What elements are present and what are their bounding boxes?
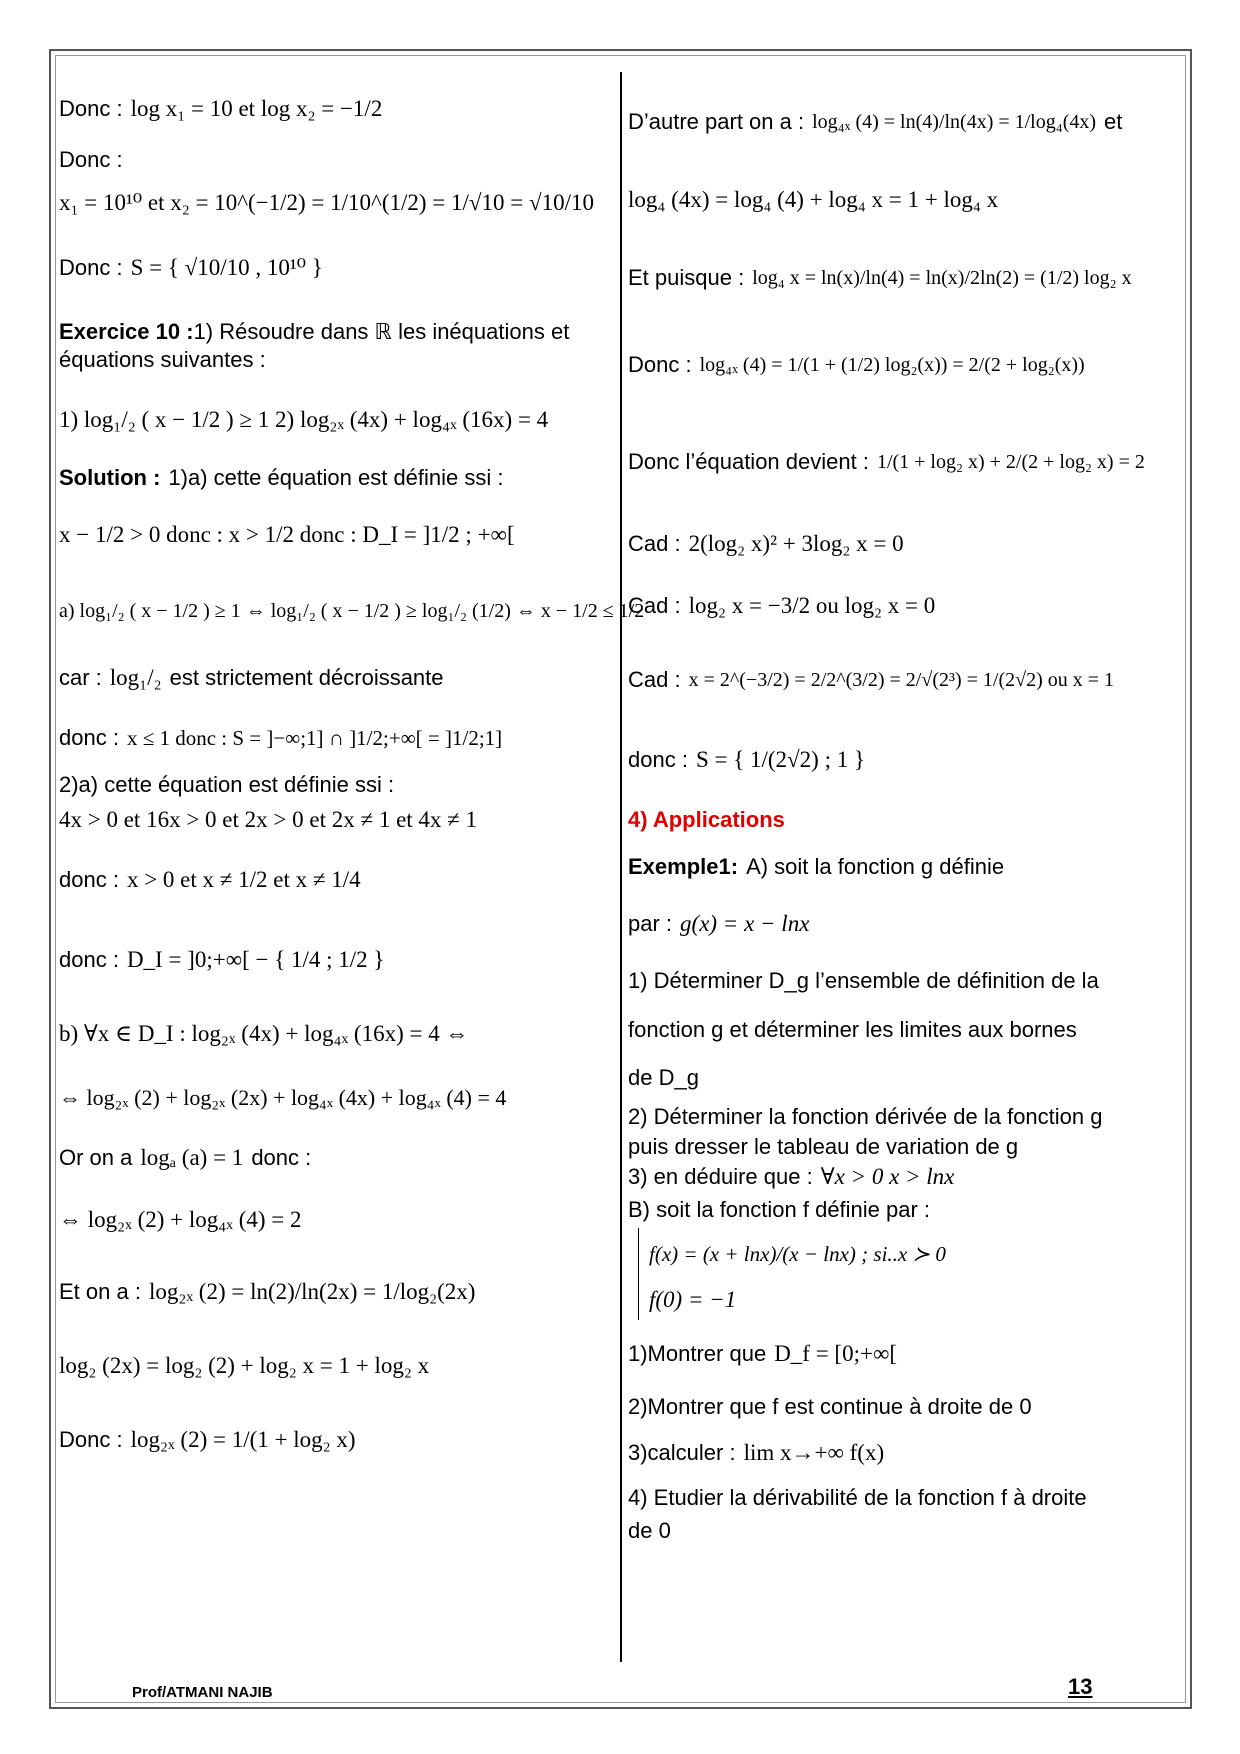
right-line-2: log₄ (4x) = log₄ (4) + log₄ x = 1 + log₄ x — [628, 186, 999, 212]
right-line-9: donc : S = { 1/(2√2) ; 1 } — [628, 746, 866, 773]
right-line-3: Et puisque : log₄ x = ln(x)/ln(4) = ln(x)/2ln(2) = (1/2) log₂ x — [628, 265, 1132, 291]
right-line-1: D’autre part on a : log₄ₓ (4) = ln(4)/ln(4x) = 1/log₄(4x) et — [628, 109, 1123, 135]
right-line-14: fonction g et déterminer les limites aux bornes — [628, 1017, 1077, 1043]
right-line-26: de 0 — [628, 1518, 671, 1544]
column-divider — [620, 72, 622, 1662]
left-line-17: Or on a logₐ (a) = 1 donc : — [59, 1144, 312, 1171]
right-line-4: Donc : log₄ₓ (4) = 1/(1 + (1/2) log₂(x)) = 2/(2 + log₂(x)) — [628, 352, 1085, 378]
left-line-3: Donc : S = { √10/10 , 10¹⁰ } — [59, 254, 323, 281]
left-line-8: a) log₁/₂ ( x − 1/2 ) ≥ 1 ⇔ log₁/₂ ( x − 1/2 ) ≥ log₁/₂ (1/2) ⇔ x − 1/2 ≤ 1/2 — [59, 599, 645, 622]
left-line-15: b) ∀x ∈ D_I : log₂ₓ (4x) + log₄ₓ (16x) = 4 ⇔ — [59, 1020, 469, 1046]
left-line-7: x − 1/2 > 0 donc : x > 1/2 donc : D_I = ]1/2 ; +∞[ — [59, 521, 515, 547]
right-line-8: Cad : x = 2^(−3/2) = 2/2^(3/2) = 2/√(2³) = 1/(2√2) ou x = 1 — [628, 667, 1115, 693]
right-line-12: par : g(x) = x − lnx — [628, 910, 810, 937]
left-line-18: ⇔ log₂ₓ (2) + log₄ₓ (4) = 2 — [59, 1206, 302, 1232]
exercise-title: Exercice 10 : — [59, 319, 194, 344]
solution-heading: Solution : 1)a) cette équation est définie ssi : — [59, 465, 504, 491]
left-line-12: 4x > 0 et 16x > 0 et 2x > 0 et 2x ≠ 1 et 4x ≠ 1 — [59, 806, 478, 832]
left-line-21: Donc : log₂ₓ (2) = 1/(1 + log₂ x) — [59, 1426, 356, 1453]
right-line-16: 2) Déterminer la fonction dérivée de la fonction g — [628, 1104, 1103, 1130]
right-line-19: B) soit la fonction f définie par : — [628, 1197, 931, 1223]
piecewise-definition — [638, 1228, 1180, 1320]
left-line-10: donc : x ≤ 1 donc : S = ]−∞;1] ∩ ]1/2;+∞[ = ]1/2;1] — [59, 725, 503, 751]
left-line-11: 2)a) cette équation est définie ssi : — [59, 772, 395, 798]
left-line-13: donc : x > 0 et x ≠ 1/2 et x ≠ 1/4 — [59, 866, 361, 893]
right-line-15: de D_g — [628, 1065, 699, 1091]
right-line-18: 3) en déduire que : ∀x > 0 x > lnx — [628, 1163, 955, 1190]
right-line-23: 2)Montrer que f est continue à droite de 0 — [628, 1394, 1032, 1420]
left-column — [59, 80, 645, 1480]
left-line-20: log₂ (2x) = log₂ (2) + log₂ x = 1 + log₂ x — [59, 1352, 430, 1378]
piecewise-line-1: f(x) = (x + lnx)/(x − lnx) ; si..x ≻ 0 — [649, 1241, 946, 1266]
footer-author: Prof/ATMANI NAJIB — [132, 1684, 273, 1701]
right-line-24: 3)calculer : lim x→+∞ f(x) — [628, 1439, 885, 1466]
right-column — [628, 80, 1180, 1546]
left-line-5: 1) log₁/₂ ( x − 1/2 ) ≥ 1 2) log₂ₓ (4x) + log₄ₓ (16x) = 4 — [59, 406, 549, 432]
page-number: 13 — [1068, 1674, 1093, 1699]
left-line-2: Donc : x₁ = 10¹⁰ et x₂ = 10^(−1/2) = 1/10^(1/2) = 1/√10 = √10/10 — [59, 146, 594, 216]
right-line-7: Cad : log₂ x = −3/2 ou log₂ x = 0 — [628, 592, 936, 619]
left-line-16: ⇔ log₂ₓ (2) + log₂ₓ (2x) + log₄ₓ (4x) + log₄ₓ (4) = 4 — [59, 1085, 507, 1111]
right-line-22: 1)Montrer que D_f = [0;+∞[ — [628, 1340, 898, 1367]
left-line-19: Et on a : log₂ₓ (2) = ln(2)/ln(2x) = 1/log₂(2x) — [59, 1278, 476, 1305]
right-line-13: 1) Déterminer D_g l’ensemble de définition de la — [628, 968, 1099, 994]
piecewise-line-2: f(0) = −1 — [649, 1286, 737, 1312]
left-line-9: car : log₁/₂ est strictement décroissante — [59, 664, 444, 691]
exercise-10-statement: Exercice 10 :1) Résoudre dans ℝ les inéquations et équations suivantes : — [59, 319, 570, 372]
right-line-17: puis dresser le tableau de variation de g — [628, 1134, 1019, 1160]
right-line-5: Donc l’équation devient : 1/(1 + log₂ x) + 2/(2 + log₂ x) = 2 — [628, 449, 1145, 475]
right-line-6: Cad : 2(log₂ x)² + 3log₂ x = 0 — [628, 530, 904, 557]
right-line-11: Exemple1: A) soit la fonction g définie — [628, 854, 1005, 880]
left-line-1: Donc : log x₁ = 10 et log x₂ = −1/2 — [59, 95, 383, 122]
applications-heading: 4) Applications — [628, 807, 785, 833]
left-line-14: donc : D_I = ]0;+∞[ − { 1/4 ; 1/2 } — [59, 946, 385, 973]
right-line-25: 4) Etudier la dérivabilité de la fonction f à droite — [628, 1485, 1087, 1511]
